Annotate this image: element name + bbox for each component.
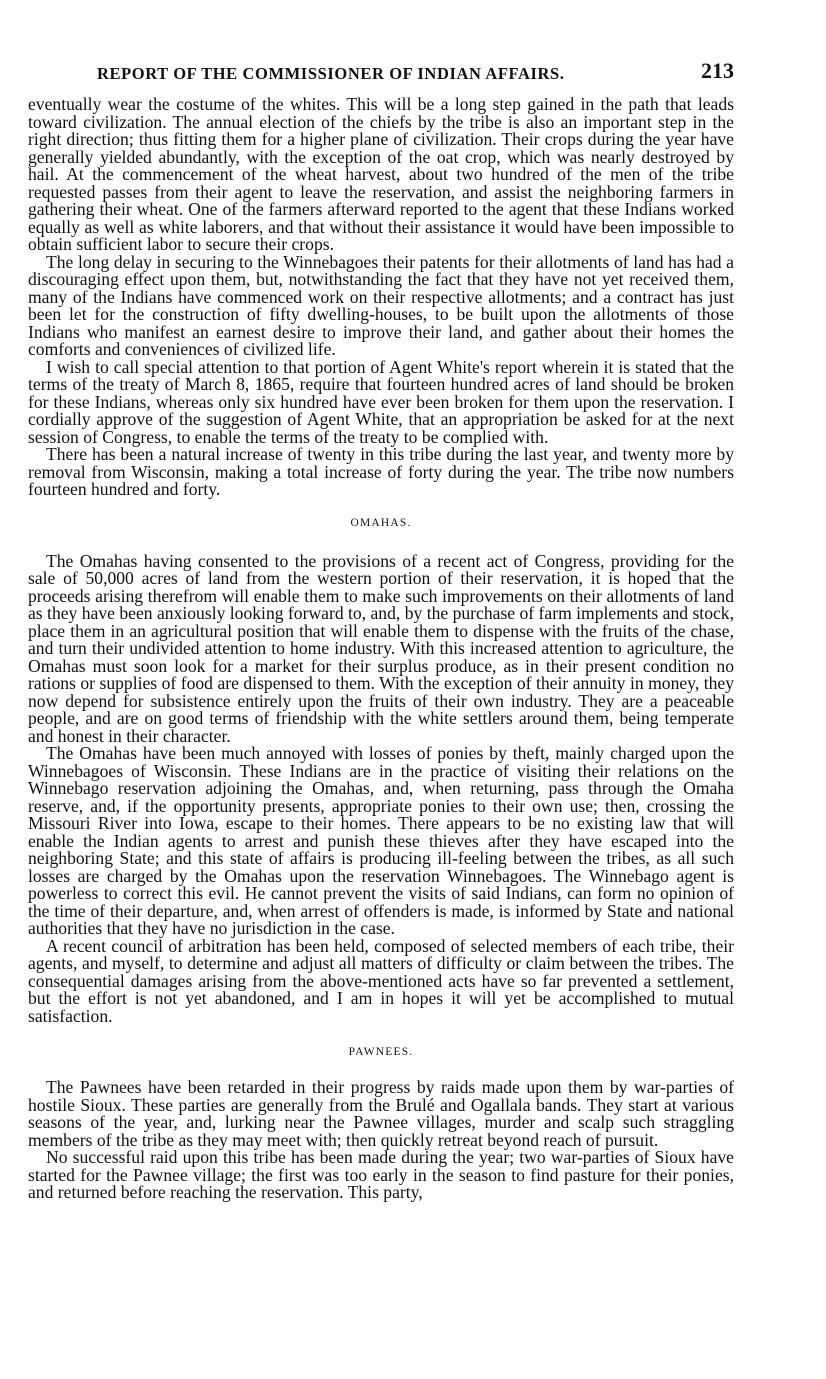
paragraph: The Omahas have been much annoyed with losses of ponies by theft, mainly charged upon the Winnebagoes of Wisconsin. These Indians are in the practice of visiting their relations on the Winnebago reservation adjoining the Omahas, and, when returning, pass through the Omaha reserve, and, if the opportunity presents, appropriate ponies to their own use; then, crossing the Missouri River into Iowa, escape to their homes. There appears to be no existing law that will enable the Indian agents to arrest and punish these thieves after they have escaped into the neighboring State; and this state of affairs is producing ill-feeling between the tribes, as all such losses are charged by the Omahas upon the reservation Winnebagoes. The Winnebago agent is powerless to correct this evil. He cannot prevent the visits of said Indians, can form no opinion of the time of their departure, and, when arrest of offenders is made, is informed by State and national authorities that they have no jurisdiction in the case. — [28, 743, 734, 938]
section-heading-omahas: OMAHAS. — [350, 516, 412, 529]
section-heading-pawnees: PAWNEES. — [348, 1046, 414, 1058]
paragraph: A recent council of arbitration has been held, composed of selected members of each tribe, their agents, and myself, to determine and adjust all matters of difficulty or claim between the tribes. The consequential damages arising from the above-mentioned acts have so far prevented a settlement, but the effort is not yet abandoned, and I am in hopes it will yet be accomplished to mutual satisfaction. — [28, 935, 734, 1026]
paragraph: There has been a natural increase of twenty in this tribe during the last year, and twenty more by removal from Wisconsin, making a total increase of forty during the year. The tribe now numbers fourteen hundred and forty. — [28, 444, 734, 499]
paragraph: The long delay in securing to the Winnebagoes their patents for their allotments of land has had a discouraging effect upon them, but, notwithstanding the fact that they have not yet received them, many of the Indians have commenced work on their respective allotments; and a contract has just been let for the construction of fifty dwelling-houses, to be built upon the allotments of those Indians who manifest an earnest desire to improve their land, and gather about their homes the comforts and conveniences of civilized life. — [28, 251, 734, 359]
running-header — [28, 56, 734, 96]
paragraph: I wish to call special attention to that portion of Agent White's report wherein it is stated that the terms of the treaty of March 8, 1865, require that fourteen hundred acres of land should be broken for these Indians, whereas only six hundred have ever been broken for them upon the reservation. I cordially approve of the suggestion of Agent White, that an appropriation be asked for at the next session of Congress, to enable the terms of the treaty to be complied with. — [28, 356, 734, 447]
running-title: REPORT OF THE COMMISSIONER OF INDIAN AFFAIRS. — [97, 64, 565, 83]
paragraph: The Pawnees have been retarded in their progress by raids made upon them by war-parties of hostile Sioux. These parties are generally from the Brulé and Ogallala bands. They start at various seasons of the year, and, lurking near the Pawnee villages, murder and scalp such straggling members of the tribe as they may meet with; then quickly retreat beyond reach of pursuit. — [28, 1077, 734, 1150]
paragraph: No successful raid upon this tribe has been made during the year; two war-parties of Sioux have started for the Pawnee village; the first was too early in the season to find pasture for their ponies, and returned before reaching the reservation. This party, — [28, 1147, 734, 1202]
page-number: 213 — [701, 58, 734, 83]
paragraph: The Omahas having consented to the provisions of a recent act of Congress, providing for the sale of 50,000 acres of land from the western portion of their reservation, it is hoped that the proceeds arising therefrom will enable them to make such improvements on their allotments of land as they have been anxiously looking forward to, and, by the purchase of farm implements and stock, place them in an agricultural position that will enable them to dispense with the fruits of the chase, and turn their undivided attention to home industry. With this increased attention to agriculture, the Omahas must soon look for a market for their surplus produce, as in their present condition no rations or supplies of food are dispensed to them. With the exception of their annuity in money, they now depend for subsistence entirely upon the fruits of their own industry. They are a peaceable people, and are on good terms of friendship with the white settlers around them, being temperate and honest in their character. — [28, 550, 735, 746]
document-page — [28, 56, 734, 1202]
paragraph-continued: eventually wear the costume of the whites. This will be a long step gained in the path that leads toward civilization. The annual election of the chiefs by the tribe is also an important step in the right direction; thus fitting them for a higher plane of civilization. Their crops during the year have generally yielded abundantly, with the exception of the oat crop, which was nearly destroyed by hail. At the commencement of the wheat harvest, about two hundred of the men of the tribe requested passes from their agent to leave the reservation, and assist the neighboring farmers in gathering their wheat. One of the farmers afterward reported to the agent that these Indians worked equally as well as white laborers, and that without their assistance it would have been impossible to obtain sufficient labor to secure their crops. — [28, 94, 734, 254]
